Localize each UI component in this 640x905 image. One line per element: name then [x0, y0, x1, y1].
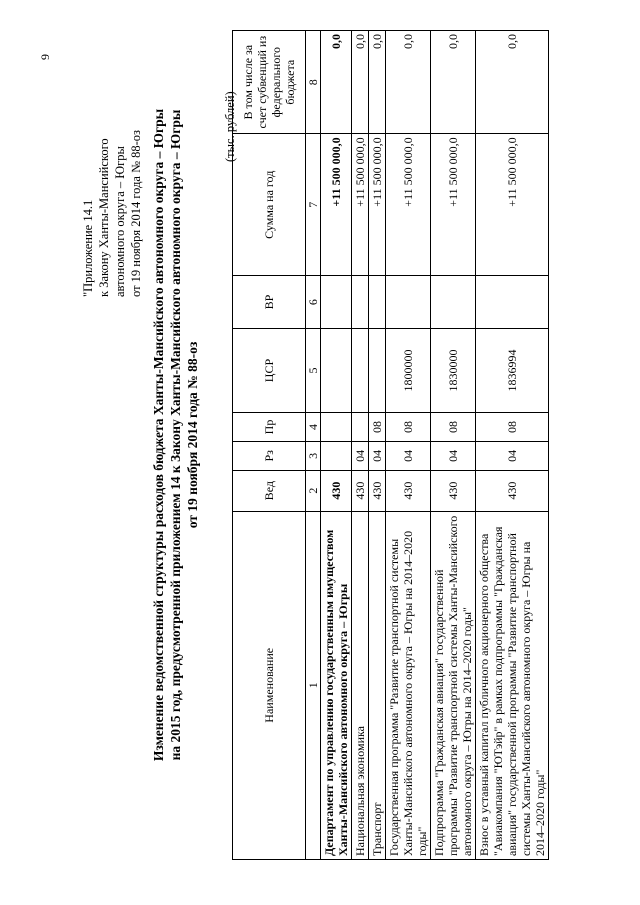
col-number: 4	[306, 413, 321, 442]
col-number: 1	[306, 511, 321, 859]
row-pr	[352, 413, 369, 442]
row-vr	[431, 276, 476, 329]
annex-line-1: "Приложение 14.1	[81, 199, 95, 297]
row-name: Департамент по управлению государственным имуществом Ханты-Мансийского автономного округа – Югры	[321, 511, 352, 859]
table-header-row	[233, 31, 306, 860]
col-number: 7	[306, 134, 321, 276]
annex-line-3: автономного округа – Югры	[113, 146, 127, 297]
header-fed: В том числе за счет субвенций из федерального бюджета	[233, 31, 306, 134]
row-rz: 04	[431, 441, 476, 470]
col-number: 8	[306, 31, 321, 134]
row-csr: 1800000	[386, 329, 431, 413]
row-sum: +11 500 000,0	[476, 134, 549, 276]
row-fed: 0,0	[386, 31, 431, 134]
row-csr	[369, 329, 386, 413]
row-csr: 1836994	[476, 329, 549, 413]
table-row	[369, 31, 386, 860]
column-number-row	[306, 31, 321, 860]
row-csr	[321, 329, 352, 413]
row-rz	[321, 441, 352, 470]
header-sum: Сумма на год	[233, 134, 306, 276]
row-name: Транспорт	[369, 511, 386, 859]
header-rz: Рз	[233, 441, 306, 470]
row-vr	[352, 276, 369, 329]
annex-line-4: от 19 ноября 2014 года № 88-оз	[129, 130, 143, 297]
table-row	[352, 31, 369, 860]
row-rz: 04	[369, 441, 386, 470]
page-number: 9	[38, 54, 52, 60]
row-rz: 04	[386, 441, 431, 470]
row-sum: +11 500 000,0	[352, 134, 369, 276]
col-number: 2	[306, 470, 321, 511]
row-name: Подпрограмма "Гражданская авиация" государственной программы "Развитие транспортной системы Ханты-Мансийского автономного округа – Югры на 2014–2020 годы"	[431, 511, 476, 859]
row-rz: 04	[476, 441, 549, 470]
row-sum: +11 500 000,0	[321, 134, 352, 276]
row-ved: 430	[352, 470, 369, 511]
row-fed: 0,0	[321, 31, 352, 134]
row-fed: 0,0	[369, 31, 386, 134]
table-row	[431, 31, 476, 860]
row-rz: 04	[352, 441, 369, 470]
col-number: 5	[306, 329, 321, 413]
col-number: 6	[306, 276, 321, 329]
row-ved: 430	[321, 470, 352, 511]
row-vr	[369, 276, 386, 329]
row-fed: 0,0	[431, 31, 476, 134]
row-fed: 0,0	[476, 31, 549, 134]
title-line-2: на 2015 год, предусмотренной приложением 14 к Закону Ханты-Мансийского автономного округа – Югры	[168, 109, 183, 761]
row-fed: 0,0	[352, 31, 369, 134]
row-pr: 08	[386, 413, 431, 442]
document-title	[150, 55, 201, 815]
header-pr: Пр	[233, 413, 306, 442]
row-pr: 08	[476, 413, 549, 442]
row-pr: 08	[369, 413, 386, 442]
row-pr: 08	[431, 413, 476, 442]
row-csr	[352, 329, 369, 413]
header-vr: ВР	[233, 276, 306, 329]
row-name: Национальная экономика	[352, 511, 369, 859]
row-ved: 430	[431, 470, 476, 511]
row-sum: +11 500 000,0	[431, 134, 476, 276]
row-pr	[321, 413, 352, 442]
row-ved: 430	[369, 470, 386, 511]
table-row	[386, 31, 431, 860]
annex-reference	[80, 37, 144, 297]
row-ved: 430	[476, 470, 549, 511]
row-sum: +11 500 000,0	[369, 134, 386, 276]
row-sum: +11 500 000,0	[386, 134, 431, 276]
row-name: Взнос в уставный капитал публичного акционерного общества "Авиакомпания "ЮТэйр" в рамках подпрограммы "Гражданская авиация" государственной программы "Развитие транспортной системы Ханты-Мансийского автономного округа – Югры на 2014–2020 годы"	[476, 511, 549, 859]
units-label: (тыс. рублей)	[223, 91, 237, 162]
header-ved: Вед	[233, 470, 306, 511]
header-name: Наименование	[233, 511, 306, 859]
col-number: 3	[306, 441, 321, 470]
annex-line-2: к Закону Ханты-Мансийского	[97, 138, 111, 297]
budget-table	[232, 30, 549, 860]
row-vr	[321, 276, 352, 329]
title-line-3: от 19 ноября 2014 года № 88-оз	[185, 341, 200, 529]
row-vr	[476, 276, 549, 329]
table-row	[321, 31, 352, 860]
header-csr: ЦСР	[233, 329, 306, 413]
table-row	[476, 31, 549, 860]
row-ved: 430	[386, 470, 431, 511]
row-name: Государственная программа "Развитие транспортной системы Ханты-Мансийского автономного округа – Югры на 2014–2020 годы"	[386, 511, 431, 859]
title-line-1: Изменение ведомственной структуры расходов бюджета Ханты-Мансийского автономного округа – Югры	[151, 108, 166, 762]
row-csr: 1830000	[431, 329, 476, 413]
row-vr	[386, 276, 431, 329]
